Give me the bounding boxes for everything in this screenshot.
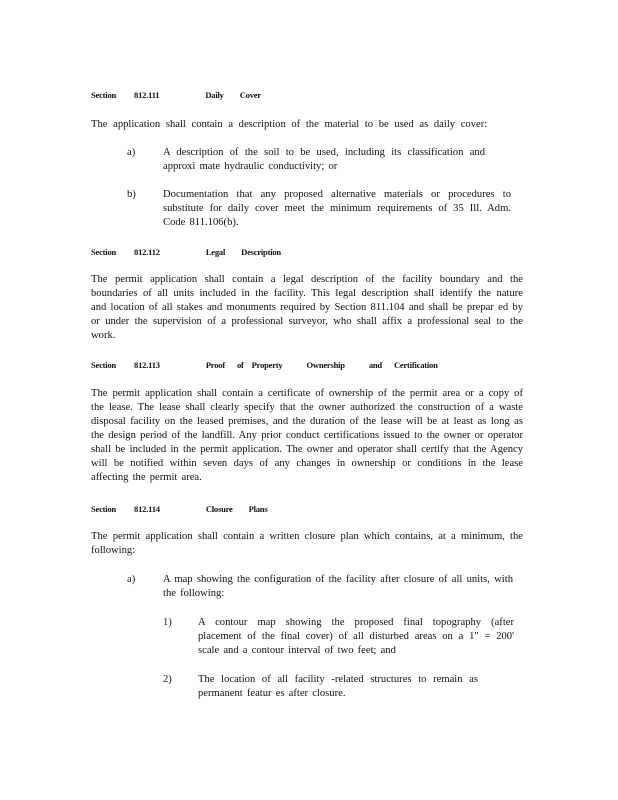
section-812-113-body: The permit application shall contain a certificate of ownership of the permit area or a copy of the lease. The lease shall clearly specify that the owner authorized the construction of a waste disposal facility on the leased premises, and the duration of the lease will be at least as long as the design period of the landfill. Any prior conduct certifications issued to the owner or operator shall be included in the permit application. The owner and operator shall certify that the Agency will be notified within seven days of any changes in ownership or conditions in the lease affecting the permit area.: [91, 388, 523, 483]
section-title-word: Description: [241, 247, 281, 257]
section-title-word: Ownership: [306, 360, 345, 370]
section-812-111-intro: The application shall contain a description of the material to be used as daily cover:: [91, 119, 488, 130]
section-number: 812.114: [134, 504, 160, 514]
section-heading-812-114: [91, 504, 267, 514]
section-label: Section: [91, 247, 117, 257]
sublist-item-text: The location of all facility -related structures to remain as permanent featur es after closure.: [198, 674, 478, 699]
section-number: 812.113: [134, 360, 160, 370]
sublist-marker: 2): [163, 674, 172, 685]
section-title-word: of: [236, 360, 244, 370]
section-title-word: Certification: [393, 360, 438, 370]
section-812-114-intro: The permit application shall contain a written closure plan which contains, at a minimum, the following:: [91, 531, 523, 556]
section-title-word: Property: [251, 360, 283, 370]
section-heading-812-113: [91, 360, 438, 370]
section-number: 812.111: [134, 90, 160, 100]
section-title-word: Proof: [205, 360, 225, 370]
section-title-word: Legal: [205, 247, 226, 257]
list-marker: b): [127, 189, 136, 200]
section-title-word: Closure: [205, 504, 233, 514]
section-label: Section: [91, 90, 117, 100]
section-heading-812-112: [91, 247, 281, 257]
section-title-word: and: [368, 360, 382, 370]
section-heading-812-111: [91, 90, 261, 100]
list-item-text: Documentation that any proposed alternative materials or procedures to substitute for daily cover meet the minimum requirements of 35 Ill. Adm. Code 811.106(b).: [163, 189, 511, 228]
section-title-word: Cover: [239, 90, 261, 100]
section-label: Section: [91, 504, 117, 514]
list-marker: a): [127, 574, 136, 585]
section-title-word: Daily: [205, 90, 224, 100]
section-label: Section: [91, 360, 117, 370]
section-title-word: Plans: [248, 504, 268, 514]
list-item-text: A map showing the configuration of the facility after closure of all units, with the following:: [163, 574, 513, 599]
section-812-112-body: The permit application shall contain a legal description of the facility boundary and the boundaries of all units included in the facility. This legal description shall identify the nature and location of all stakes and monuments required by Section 811.104 and shall be prepar ed by or under the supervision of a professional surveyor, who shall affix a professional seal to the work.: [91, 274, 523, 341]
sublist-item-text: A contour map showing the proposed final topography (after placement of the final cover) of all disturbed areas on a 1" = 200' scale and a contour interval of two feet; and: [198, 617, 514, 656]
list-marker: a): [127, 147, 136, 158]
sublist-marker: 1): [163, 617, 172, 628]
list-item-text: A description of the soil to be used, including its classification and approxi mate hydraulic conductivity; or: [163, 147, 485, 172]
section-number: 812.112: [134, 247, 160, 257]
